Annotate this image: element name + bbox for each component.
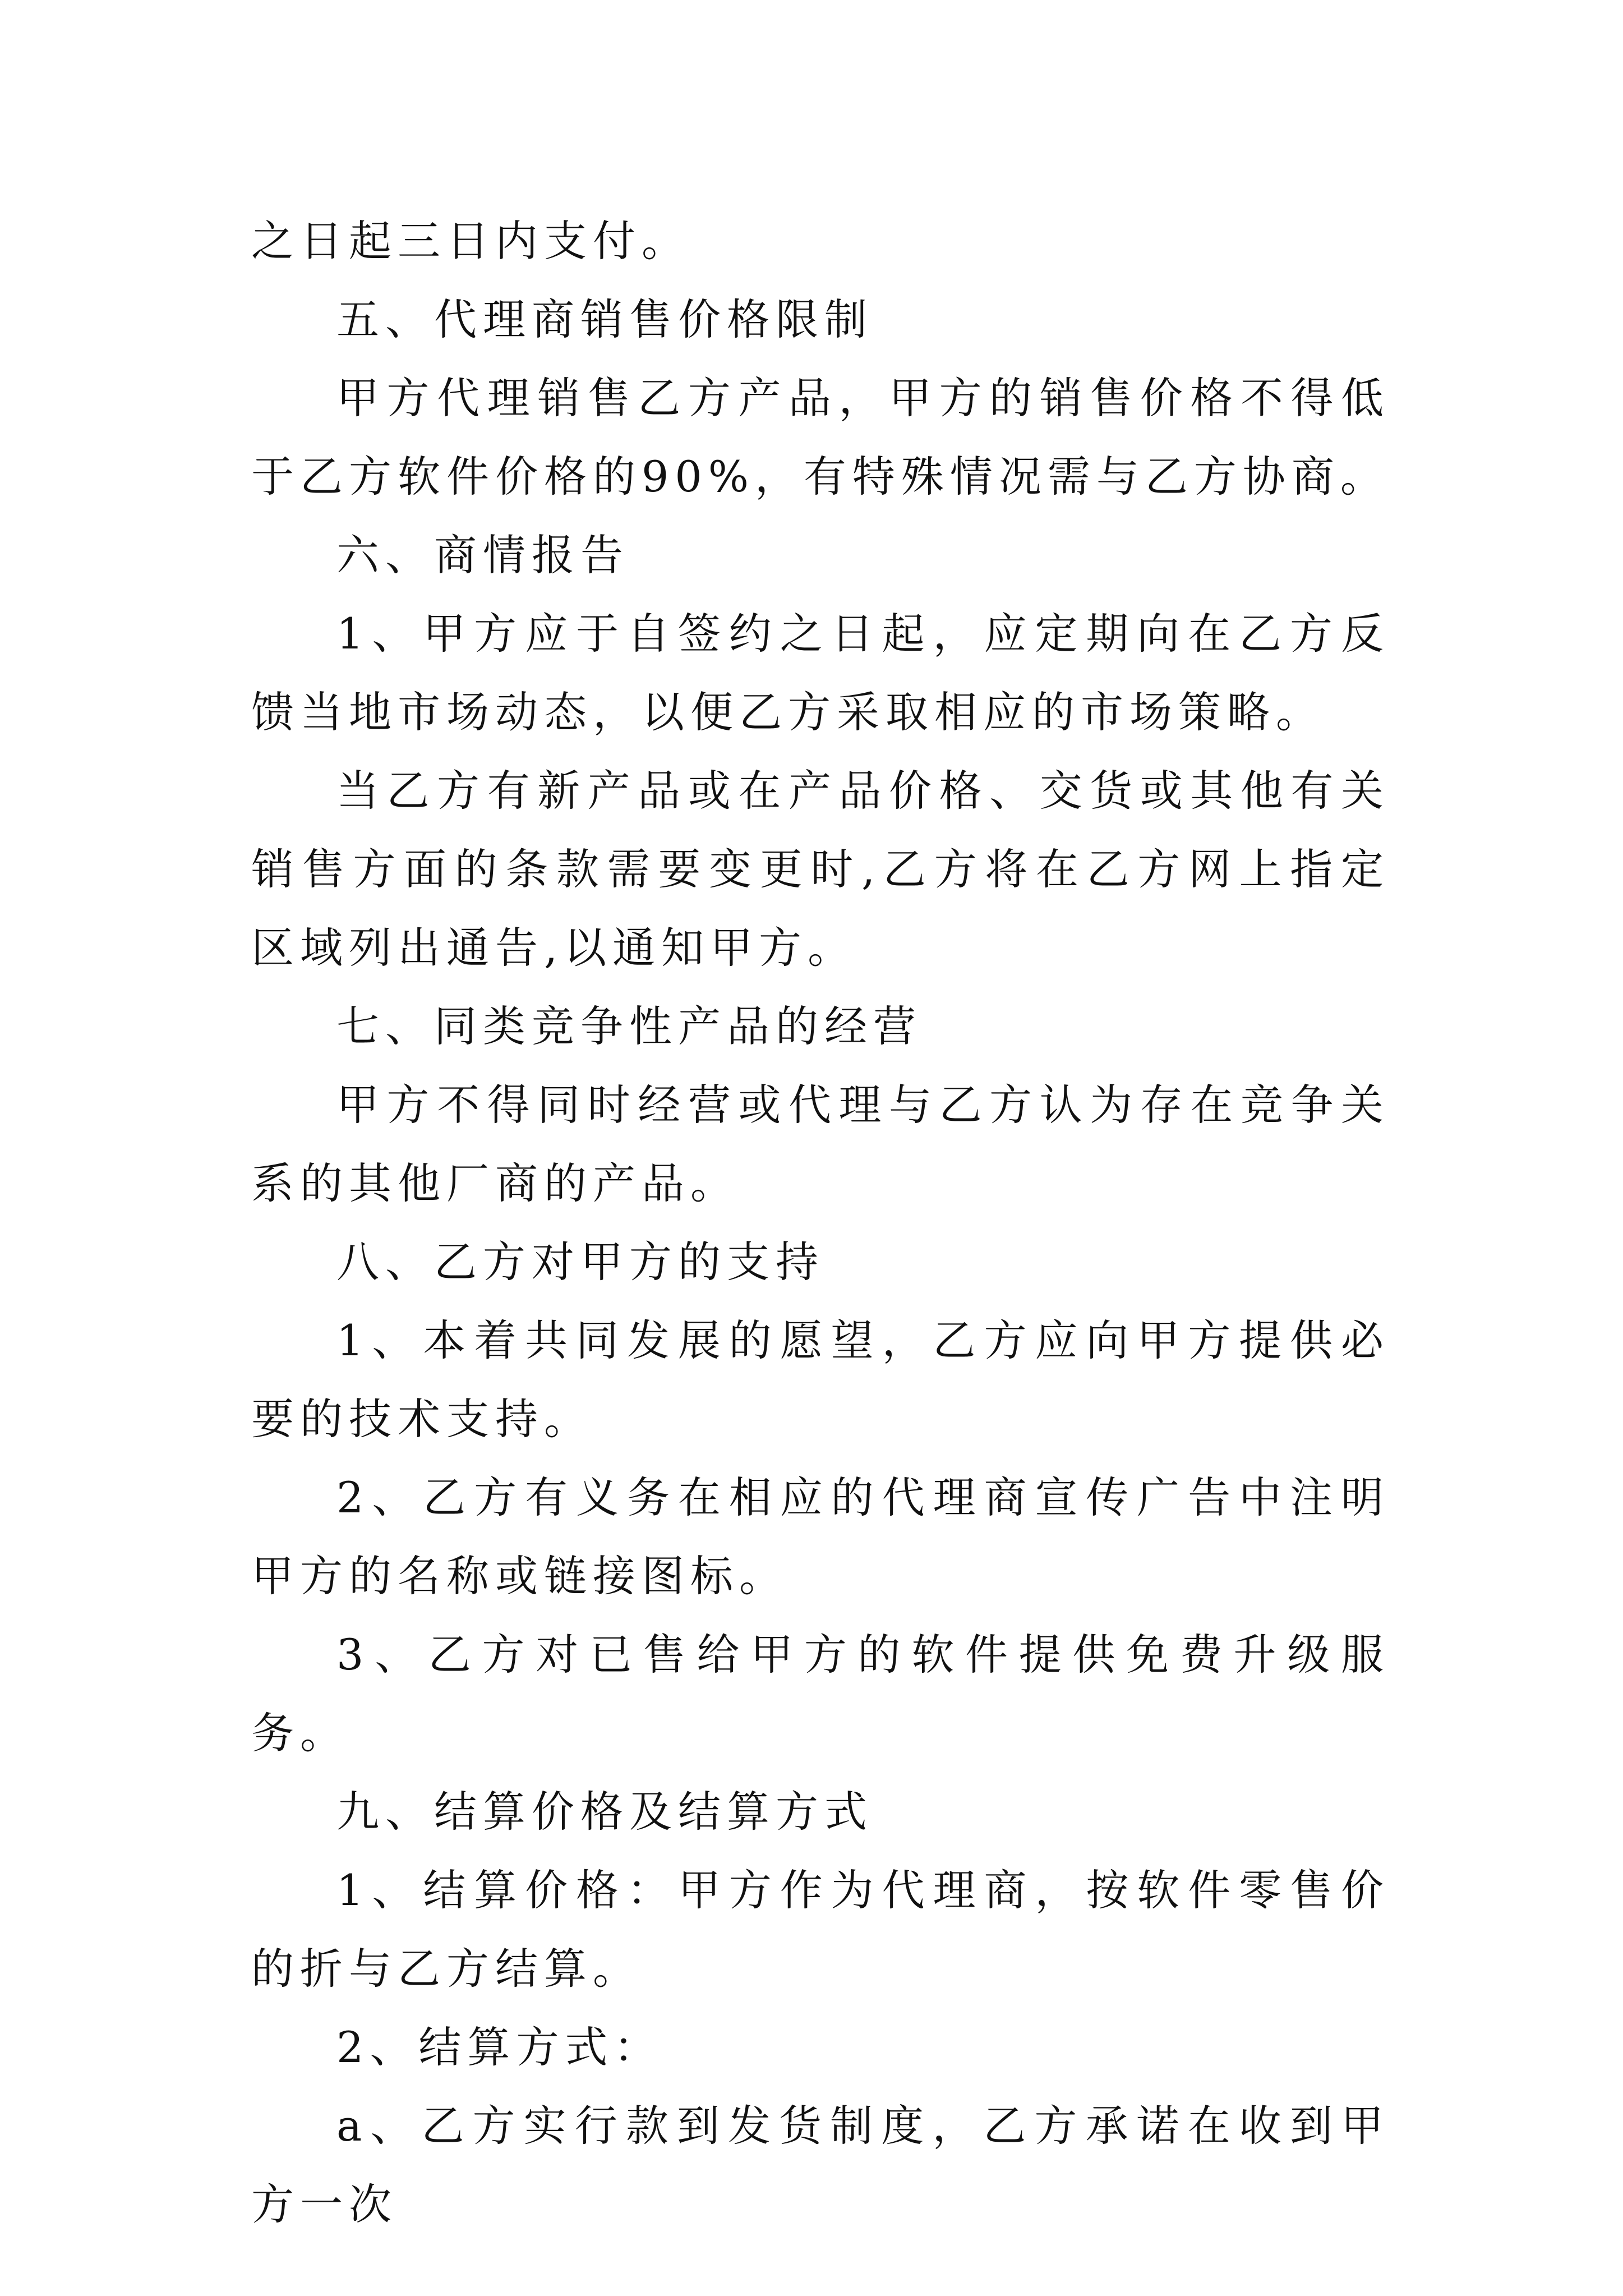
paragraph-settlement-method: 2、结算方式：	[336, 2022, 663, 2072]
paragraph-payment-continuation: 之日起三日内支付。	[251, 216, 690, 266]
paragraph-tech-support: 1、本着共同发展的愿望，乙方应向甲方提供必要的技术支持。	[251, 1315, 1390, 1444]
paragraph-price-limit: 甲方代理销售乙方产品，甲方的销售价格不得低于乙方软件价格的90%，有特殊情况需与乙方协商。	[251, 373, 1390, 501]
heading-section-8: 八、乙方对甲方的支持	[336, 1237, 824, 1287]
paragraph-change-notice: 当乙方有新产品或在产品价格、交货或其他有关销售方面的条款需要变更时,乙方将在乙方网上指定区域列出通告,以通知甲方。	[251, 766, 1390, 973]
heading-section-5: 五、代理商销售价格限制	[336, 295, 873, 344]
paragraph-free-upgrade: 3、乙方对已售给甲方的软件提供免费升级服务。	[251, 1630, 1390, 1758]
document-body	[251, 202, 1390, 2244]
heading-section-6: 六、商情报告	[336, 530, 629, 580]
paragraph-competition: 甲方不得同时经营或代理与乙方认为存在竞争关系的其他厂商的产品。	[251, 1080, 1390, 1208]
paragraph-market-report: 1、甲方应于自签约之日起，应定期向在乙方反馈当地市场动态，以便乙方采取相应的市场策略。	[251, 609, 1390, 737]
heading-section-7: 七、同类竞争性产品的经营	[336, 1001, 922, 1051]
paragraph-settlement-price: 1、结算价格：甲方作为代理商，按软件零售价的折与乙方结算。	[251, 1865, 1390, 1994]
paragraph-payment-before-delivery: a、乙方实行款到发货制度，乙方承诺在收到甲方一次	[251, 2101, 1390, 2229]
heading-section-9: 九、结算价格及结算方式	[336, 1787, 873, 1837]
paragraph-advertising: 2、乙方有义务在相应的代理商宣传广告中注明甲方的名称或链接图标。	[251, 1473, 1390, 1601]
